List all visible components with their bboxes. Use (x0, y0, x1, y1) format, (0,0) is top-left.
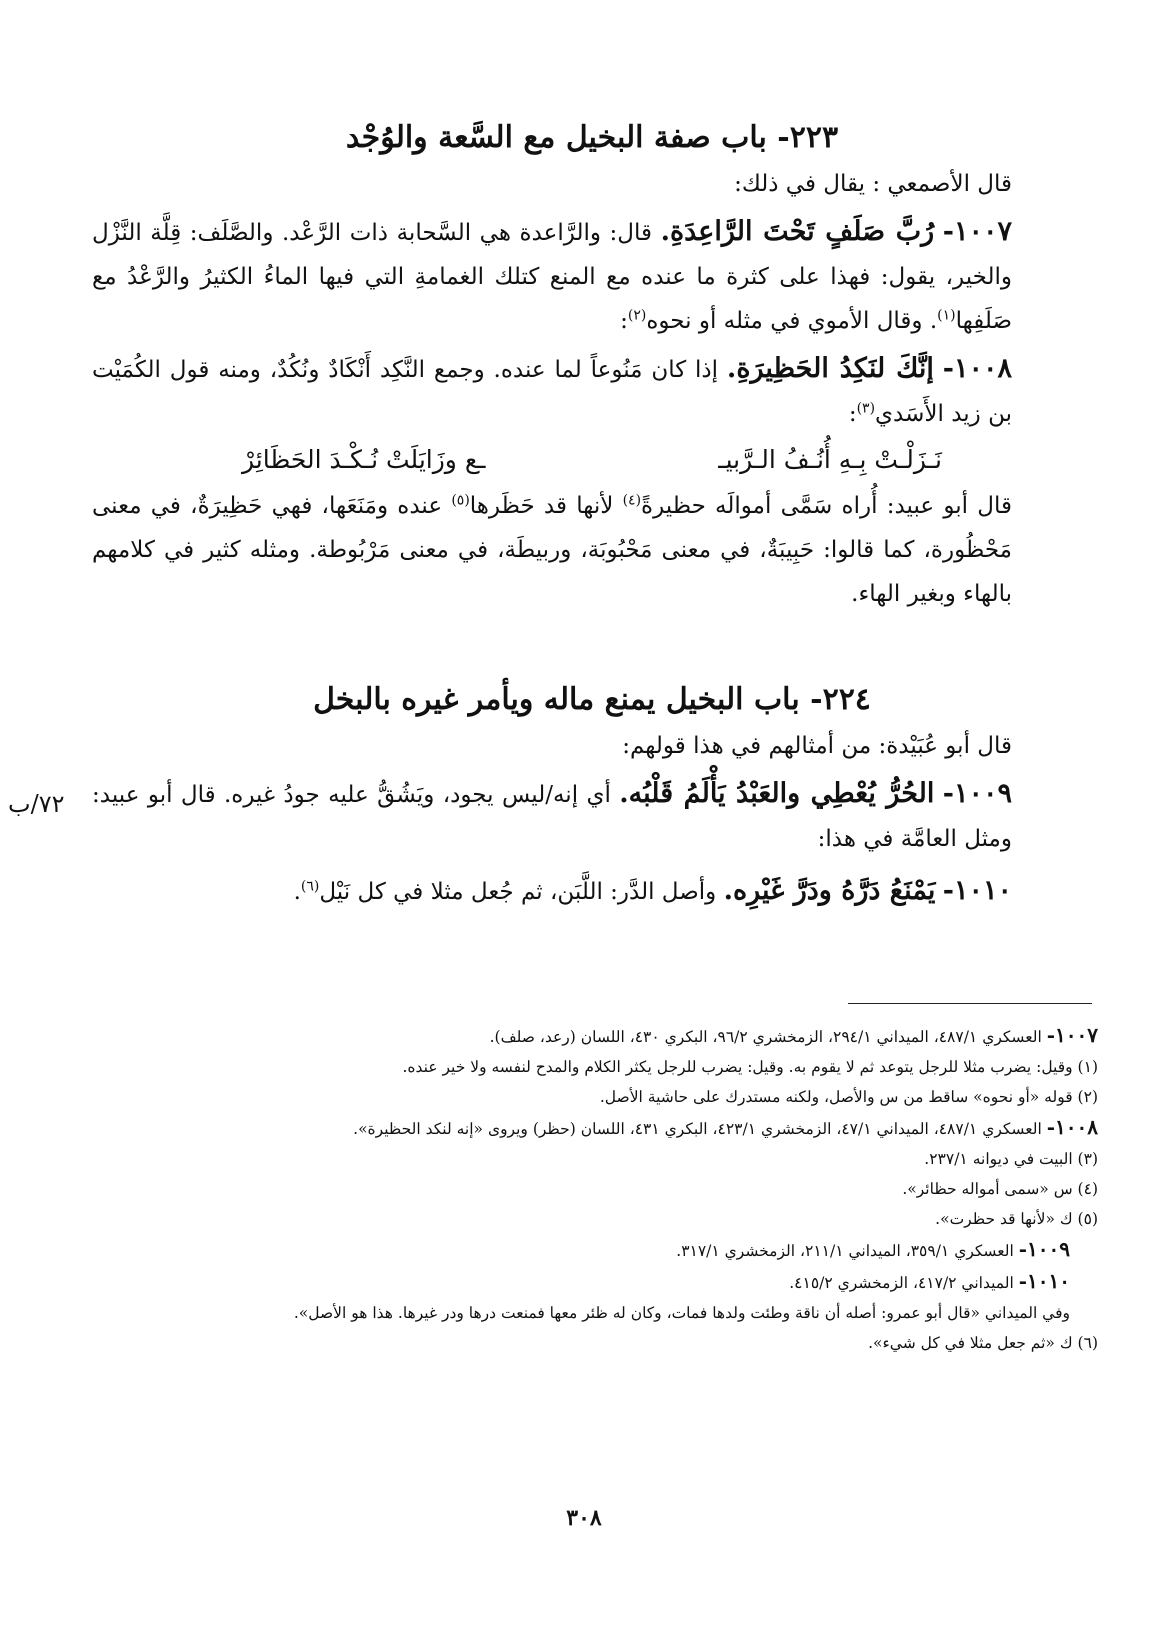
page-number: ٣٠٨ (566, 1505, 602, 1531)
entry-text: . (293, 879, 301, 905)
footnote-label: ١٠١٠- (1018, 1269, 1070, 1293)
footnote-ref: (٥) (451, 492, 470, 509)
section-224 (92, 680, 1092, 914)
commentary-text: عنده ومَنَعَها، فهي حَظِيرَةٌ، في معنى مَحْظُورة، كما قالوا: حَبِيبَةٌ، في معنى مَحْبُوبَة، وربيطَة، في معنى مَرْبُوطة. ومثله كثير في كلامهم بالهاء وبغير الهاء. (92, 493, 1012, 607)
proverb-text: يَمْنَعُ دَرَّهُ ودَرَّ غَيْرِه. (723, 875, 936, 906)
footnote-ref: (١) (937, 307, 956, 324)
footnote-source (90, 1234, 1098, 1266)
commentary-text: قال أبو عبيد: أُراه سَمَّى أموالَه حظيرةً (641, 493, 1012, 519)
manuscript-folio-note: ٧٢/ب (8, 790, 65, 818)
verse-hemistich-right: نَـزَلْـتْ بِـهِ أُنُـفُ الـرَّبيـ (718, 445, 942, 474)
section-223 (92, 118, 1092, 616)
entry-number: ١٠٠٨- (942, 353, 1012, 384)
entry-text: وأصل الدَّر: اللَّبَن، ثم جُعل مثلا في كل نَيْل (319, 879, 717, 905)
footnote-label: ١٠٠٧- (1046, 1023, 1098, 1047)
entry-1007 (92, 210, 1092, 343)
footnote-text: العسكري ٤٨٧/١، الميداني ٤٧/١، الزمخشري ٤٢٣/١، البكري ٤٣١، اللسان (حظر) ويروى «إنه لنكد الحظيرة». (353, 1120, 1042, 1138)
commentary-text: لأنها قد حَظَرها (469, 493, 623, 519)
entry-1009 (92, 772, 1092, 861)
entry-text: : (620, 308, 628, 334)
footnote-note: (٢) قوله «أو نحوه» ساقط من س والأصل، ولكنه مستدرك على حاشية الأصل. (599, 1088, 1098, 1106)
footnote-separator (848, 1003, 1092, 1004)
footnote-ref: (٦) (300, 878, 320, 895)
footnote-text: الميداني ٤١٧/٢، الزمخشري ٤١٥/٢. (789, 1274, 1014, 1292)
footnote-ref: (٤) (622, 492, 642, 509)
footnote-source (90, 1112, 1098, 1144)
entry-number: ١٠١٠- (942, 875, 1012, 906)
entry-text: قال: والرَّاعدة هي السَّحابة ذات الرَّعْد. والصَّلَف: قِلَّة النَّزْل والخير، يقول: فهذا على كثرة ما عنده مع المنع كتلك الغمامةِ التي فيها الماءُ الكثيرُ والرَّعْدُ مع صَلَفِها (92, 220, 1012, 334)
proverb-text: إنَّكَ لنَكِدُ الحَظِيرَةِ. (726, 353, 934, 384)
footnote-text: العسكري ٣٥٩/١، الميداني ٢١١/١، الزمخشري ٣١٧/١. (676, 1242, 1014, 1260)
entry-text: إذا كان مَنُوعاً لما عنده. وجمع النَّكِد أَنْكَادٌ ونُكُدٌ، ومنه قول الكُمَيْت بن زيد الأَسَدي (92, 357, 1012, 427)
footnote-label: ١٠٠٩- (1018, 1237, 1070, 1261)
entry-number: ١٠٠٩- (942, 778, 1013, 809)
footnote-note: وفي الميداني «قال أبو عمرو: أصله أن ناقة وطئت ولدها فمات، وكان له ظئر معها فمنعت درها ودر غيرها. هذا هو الأصل». (293, 1304, 1070, 1322)
entry-1008 (92, 347, 1092, 436)
section-intro-223: قال الأصمعي : يقال في ذلك: (734, 171, 1012, 197)
footnote-note: (٣) البيت في ديوانه ٢٣٧/١. (924, 1150, 1098, 1168)
proverb-text: الحُرُّ يُعْطِي والعَبْدُ يَأْلَمُ قَلْبُه. (619, 778, 935, 809)
footnote-source (90, 1020, 1098, 1052)
entry-1010 (92, 869, 1092, 914)
footnote-note: (١) وقيل: يضرب مثلا للرجل يتوعد ثم لا يقوم به. وقيل: يضرب للرجل يكثر الكلام والمدح لنفسه ولا خير عنده. (402, 1058, 1098, 1076)
footnote-note: (٦) ك «ثم جعل مثلا في كل شيء». (868, 1334, 1098, 1352)
section-heading-223: ٢٢٣- باب صفة البخيل مع السَّعة والوُجْد (345, 120, 839, 155)
entry-text: . وقال الأموي في مثله أو نحوه (646, 308, 938, 334)
footnote-ref: (٣) (856, 400, 876, 417)
footnote-ref: (٢) (627, 307, 647, 324)
footnote-note: (٤) س «سمى أمواله حظائر». (902, 1180, 1098, 1198)
entry-text: أي إنه/ليس يجود، ويَشُقُّ عليه جودُ غيره. قال أبو عبيد: ومثل العامَّة في هذا: (92, 782, 1012, 852)
entry-text: : (848, 401, 857, 427)
section-intro-224: قال أبو عُبَيْدة: من أمثالهم في هذا قولهم: (622, 733, 1012, 759)
verse-hemistich-left: ـع وزَايَلَتْ نُـكْـدَ الحَظَائِرْ (242, 445, 486, 474)
footnote-source (90, 1266, 1098, 1298)
abu-ubayd-commentary (92, 484, 1092, 616)
poem-verse (92, 436, 1092, 484)
proverb-text: رُبَّ صَلَفٍ تَحْتَ الرَّاعِدَةِ. (660, 216, 935, 247)
footnote-label: ١٠٠٨- (1046, 1115, 1098, 1139)
footnote-note: (٥) ك «لأنها قد حظرت». (935, 1210, 1098, 1228)
footnote-text: العسكري ٤٨٧/١، الميداني ٢٩٤/١، الزمخشري ٩٦/٢، البكري ٤٣٠، اللسان (رعد، صلف). (489, 1028, 1042, 1046)
entry-number: ١٠٠٧- (942, 216, 1013, 247)
footnotes (90, 1020, 1098, 1358)
section-heading-224: ٢٢٤- باب البخيل يمنع ماله ويأمر غيره بالبخل (313, 682, 871, 717)
